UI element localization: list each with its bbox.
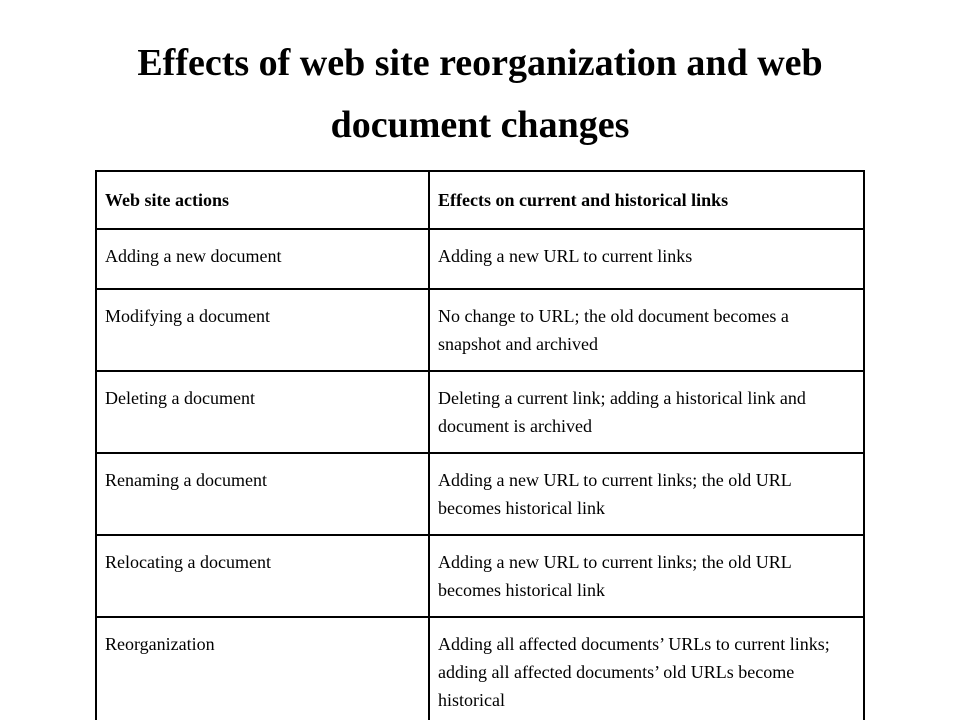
table-row xyxy=(96,229,864,289)
table-header-row xyxy=(96,171,864,229)
effect-cell: Adding all affected documents’ URLs to current links; adding all affected documents’ old URLs become historical xyxy=(429,617,864,720)
table-row xyxy=(96,617,864,720)
action-cell: Adding a new document xyxy=(96,229,429,289)
table-container xyxy=(95,170,863,720)
table-row xyxy=(96,289,864,371)
header-effects: Effects on current and historical links xyxy=(429,171,864,229)
effect-cell: No change to URL; the old document becomes a snapshot and archived xyxy=(429,289,864,371)
action-cell: Renaming a document xyxy=(96,453,429,535)
effect-cell: Adding a new URL to current links; the old URL becomes historical link xyxy=(429,453,864,535)
action-cell: Relocating a document xyxy=(96,535,429,617)
table-row xyxy=(96,453,864,535)
effect-cell: Adding a new URL to current links; the old URL becomes historical link xyxy=(429,535,864,617)
effect-cell: Adding a new URL to current links xyxy=(429,229,864,289)
table-row xyxy=(96,371,864,453)
action-cell: Modifying a document xyxy=(96,289,429,371)
slide-title xyxy=(0,32,960,156)
action-cell: Deleting a document xyxy=(96,371,429,453)
header-web-site-actions: Web site actions xyxy=(96,171,429,229)
table-row xyxy=(96,535,864,617)
action-cell: Reorganization xyxy=(96,617,429,720)
slide-title-line-1: Effects of web site reorganization and web xyxy=(137,42,823,84)
actions-effects-table xyxy=(95,170,865,720)
effect-cell: Deleting a current link; adding a historical link and document is archived xyxy=(429,371,864,453)
slide-title-line-2: document changes xyxy=(330,104,630,146)
